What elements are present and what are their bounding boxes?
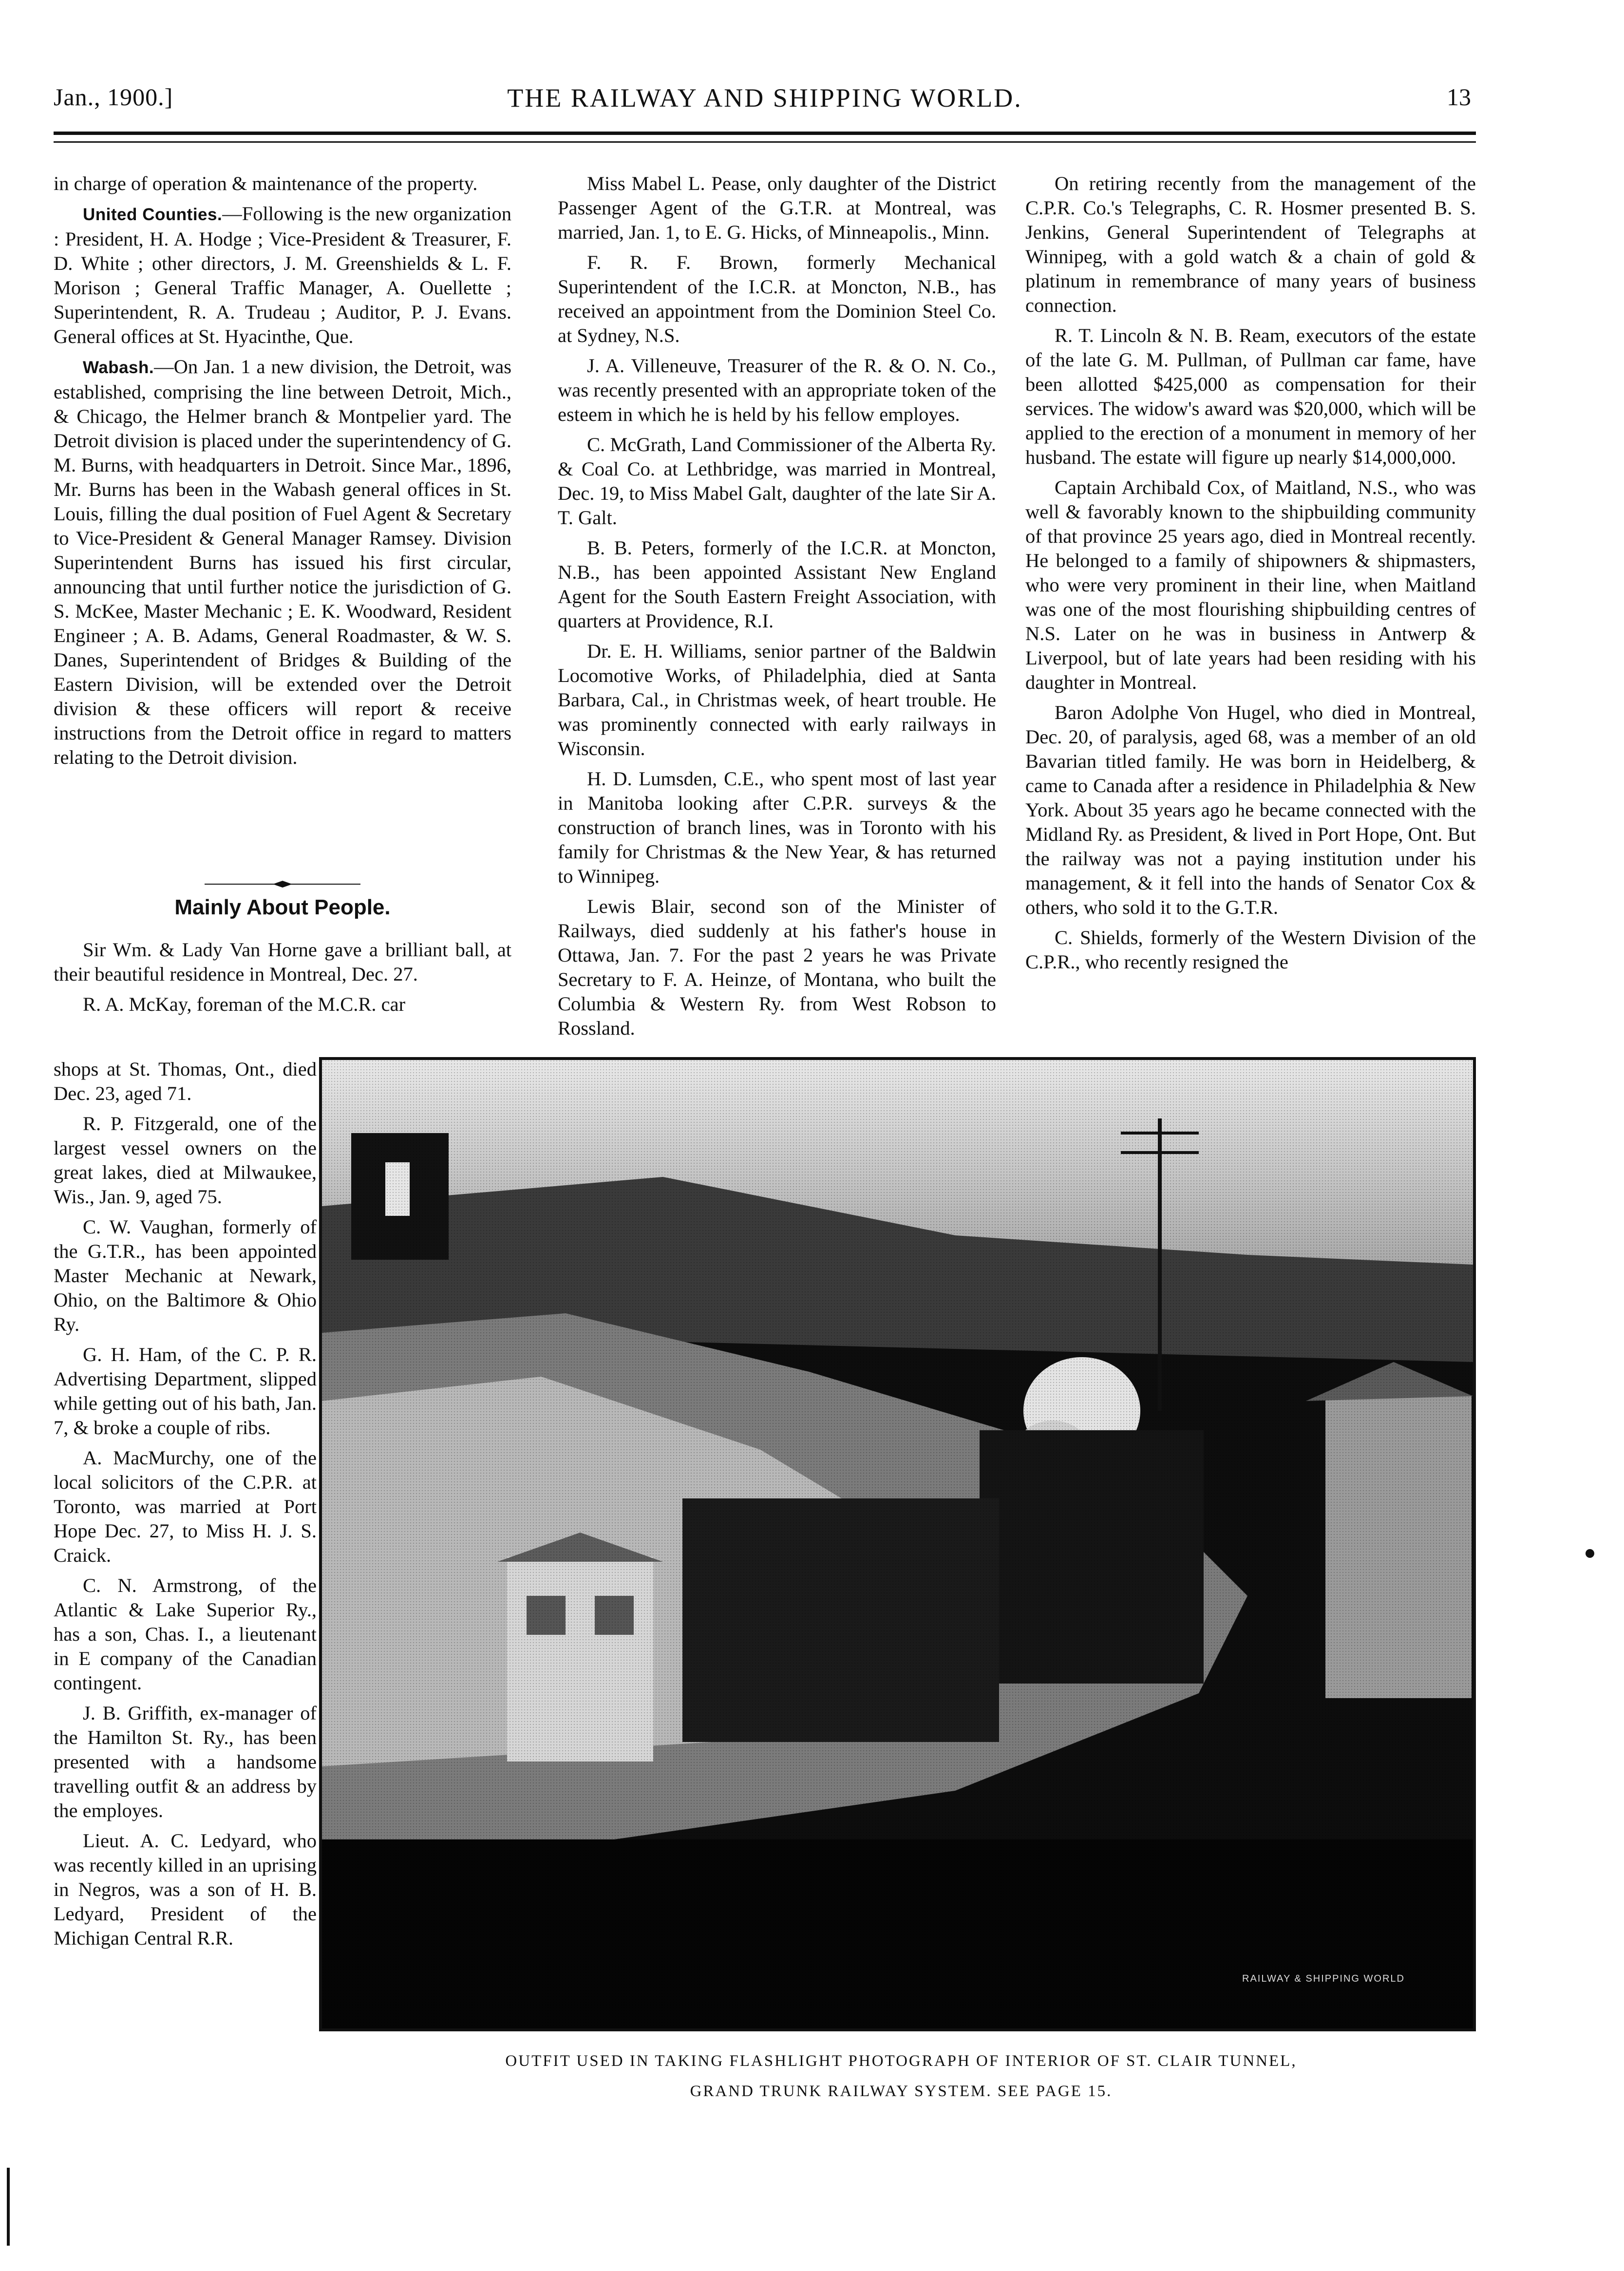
halftone-photograph [319, 1057, 1476, 2031]
paragraph-von-hugel: Baron Adolphe Von Hugel, who died in Montreal, Dec. 20, of paralysis, aged 68, was a member of an old Bavarian titled family. He was born in Heidelberg, & came to Canada after a residence in Philadelphia & New York. About 35 years ago he became connected with the Midland Ry. as President, & lived in Port Hope, Ont. But the railway was not a paying institution under his management, & it fell into the hands of Senator Cox & others, who sold it to the G.T.R. [1025, 701, 1476, 918]
issue-date: Jan., 1900.] [54, 83, 173, 111]
photo-illustration [322, 1060, 1473, 2028]
item-body: —On Jan. 1 a new division, the Detroit, was established, comprising the line between Detroit, Mich., & Chicago, the Helmer branch & Montpelier yard. The Detroit division is placed under the superintendency of G. M. Burns, with headquarters in Detroit. Since Mar., 1896, Mr. Burns has been in the Wabash general offices in St. Louis, filling the dual position of Fuel Agent & Secretary to Vice-President & General Manager Ramsey. Division Superintendent Burns has issued his first circular, announcing that until further notice the jurisdiction of G. S. McKee, Master Mechanic ; E. K. Woodward, Resident Engineer ; A. B. Adams, General Roadmaster, & W. S. Danes, Superintendent of Bridges & Building of the Eastern Division, will be extended over the Detroit division & these officers will report & receive instructions from the Detroit office in regard to matters relating to the Detroit division. [54, 356, 511, 768]
paragraph-brown: F. R. F. Brown, formerly Mechanical Superintendent of the I.C.R. at Moncton, N.B., has received an appointment from the Dominion Steel Co. at Sydney, N.S. [558, 251, 996, 346]
column-left [54, 171, 511, 776]
paragraph-ham: G. H. Ham, of the C. P. R. Advertising Department, slipped while getting out of his bath, Jan. 7, & broke a couple of ribs. [54, 1344, 317, 1438]
paragraph-hosmer: On retiring recently from the management of the C.P.R. Co.'s Telegraphs, C. R. Hosmer presented B. S. Jenkins, General Superintendent of Telegraphs at Winnipeg, with a gold watch & a chain of gold & platinum in remembrance of many years of business connection. [1025, 172, 1476, 316]
paragraph-ledyard: Lieut. A. C. Ledyard, who was recently killed in an uprising in Negros, was a son of H. B. Ledyard, President of the Michigan Central R.R. [54, 1830, 317, 1949]
running-header [54, 83, 1476, 122]
paragraph-mckay-start: R. A. McKay, foreman of the M.C.R. car [83, 993, 406, 1015]
paragraph-mcgrath: C. McGrath, Land Commissioner of the Alberta Ry. & Coal Co. at Lethbridge, was married in Montreal, Dec. 19, to Miss Mabel Galt, daughter of the late Sir A. T. Galt. [558, 434, 996, 529]
photo-caption [370, 2046, 1432, 2106]
paragraph-blair: Lewis Blair, second son of the Minister of Railways, died suddenly at his father's house in Ottawa, Jan. 7. For the past 2 years he was Private Secretary to F. A. Heinze, of Montana, who built the Columbia & Western Ry. from West Robson to Rossland. [558, 895, 996, 1039]
paragraph-wabash [54, 355, 511, 770]
paragraph-lumsden: H. D. Lumsden, C.E., who spent most of last year in Manitoba looking after C.P.R. surveys & the construction of branch lines, was in Toronto with his family for Christmas & the New Year, & has returned to Winnipeg. [558, 768, 996, 887]
paragraph-shields: C. Shields, formerly of the Western Division of the C.P.R., who recently resigned the [1025, 927, 1476, 973]
paragraph-mckay-end: shops at St. Thomas, Ont., died Dec. 23, aged 71. [54, 1058, 317, 1104]
paragraph-van-horne: Sir Wm. & Lady Van Horne gave a brilliant ball, at their beautiful residence in Montreal, Dec. 27. [54, 939, 511, 985]
paragraph-peters: B. B. Peters, formerly of the I.C.R. at Moncton, N.B., has been appointed Assistant New England Agent for the South Eastern Freight Association, with quarters at Providence, R.I. [558, 537, 996, 632]
column-right [1025, 171, 1476, 980]
paragraph-villeneuve: J. A. Villeneuve, Treasurer of the R. & O. N. Co., was recently presented with an appropriate token of the esteem in which he is held by his fellow employes. [558, 355, 996, 425]
header-rule-thick [54, 132, 1476, 135]
paragraph-vaughan: C. W. Vaughan, formerly of the G.T.R., has been appointed Master Mechanic at Newark, Ohio, on the Baltimore & Ohio Ry. [54, 1216, 317, 1335]
paragraph-armstrong: C. N. Armstrong, of the Atlantic & Lake Superior Ry., has a son, Chas. I., a lieutenant in E company of the Canadian contingent. [54, 1574, 317, 1694]
binding-mark [4, 2168, 14, 2246]
item-lead: United Counties. [83, 205, 223, 224]
header-rule-thin [54, 141, 1476, 143]
caption-line-2: GRAND TRUNK RAILWAY SYSTEM. SEE PAGE 15. [690, 2082, 1113, 2100]
paragraph-griffith: J. B. Griffith, ex-manager of the Hamilton St. Ry., has been presented with a handsome travelling outfit & an address by the employes. [54, 1702, 317, 1821]
section-heading: Mainly About People. [174, 895, 391, 919]
item-lead: Wabash. [83, 358, 154, 377]
item-body: —Following is the new organization : President, H. A. Hodge ; Vice-President & Treasurer, F. D. White ; other directors, J. M. Greenshields & L. F. Morison ; General Traffic Manager, A. Ouellette ; Superintendent, R. A. Trudeau ; Auditor, P. J. Evans. General offices at St. Hyacinthe, Que. [54, 203, 511, 347]
paragraph-williams: Dr. E. H. Williams, senior partner of the Baldwin Locomotive Works, of Philadelphia, died at Santa Barbara, Cal., in Christmas week, of heart trouble. He was prominently connected with early railways in Wisconsin. [558, 640, 996, 759]
caption-line-1: OUTFIT USED IN TAKING FLASHLIGHT PHOTOGRAPH OF INTERIOR OF ST. CLAIR TUNNEL, [505, 2052, 1297, 2070]
margin-dot [1586, 1549, 1594, 1558]
publication-title: THE RAILWAY AND SHIPPING WORLD. [507, 83, 1022, 113]
column-middle [558, 171, 996, 1046]
paragraph-continued: in charge of operation & maintenance of the property. [54, 172, 478, 194]
paragraph-macmurchy: A. MacMurchy, one of the local solicitors of the C.P.R. at Toronto, was married at Port Hope Dec. 27, to Miss H. J. S. Craick. [54, 1447, 317, 1566]
paragraph-united-counties [54, 202, 511, 349]
column-left-full [54, 938, 511, 1022]
paragraph-pease: Miss Mabel L. Pease, only daughter of the District Passenger Agent of the G.T.R. at Montreal, was married, Jan. 1, to E. G. Hicks, of Minneapolis., Minn. [558, 172, 996, 243]
page-number: 13 [1447, 83, 1471, 111]
column-left-narrow [54, 1057, 317, 1956]
paragraph-cox: Captain Archibald Cox, of Maitland, N.S., who was well & favorably known to the shipbuilding community of that province 25 years ago, died in Montreal recently. He belonged to a family of shipowners & shipmasters, who were very prominent in their line, when Maitland was one of the most flourishing shipbuilding centres of N.S. Later on he was in business in Antwerp & Liverpool, but of late years had been residing with his daughter in Montreal. [1025, 476, 1476, 693]
section-ornament [205, 879, 360, 889]
paragraph-pullman-estate: R. T. Lincoln & N. B. Ream, executors of the estate of the late G. M. Pullman, of Pullman car fame, have been allotted $425,000 as compensation for their services. The widow's award was $20,000, which will be applied to the erection of a monument in memory of her husband. The estate will figure up nearly $14,000,000. [1025, 324, 1476, 468]
photo-credit: RAILWAY & SHIPPING WORLD [1242, 1973, 1405, 1984]
paragraph-fitzgerald: R. P. Fitzgerald, one of the largest vessel owners on the great lakes, died at Milwaukee, Wis., Jan. 9, aged 75. [54, 1113, 317, 1208]
